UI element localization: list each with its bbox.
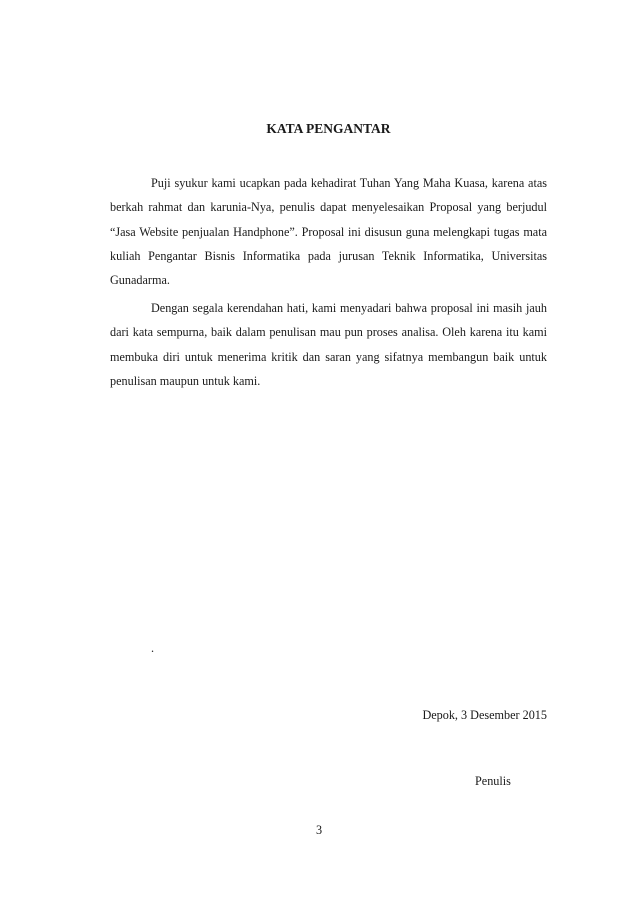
place-and-date: Depok, 3 Desember 2015 bbox=[422, 708, 547, 722]
paragraph-gratitude: Puji syukur kami ucapkan pada kehadirat Tuhan Yang Maha Kuasa, karena atas berkah rahmat dan karunia-Nya, penulis dapat menyelesaikan Proposal yang berjudul “Jasa Website penjualan Handphone”. Proposal ini disusun guna melengkapi tugas mata kuliah Pengantar Bisnis Informatika pada jurusan Teknik Informatika, Universitas Gunadarma. bbox=[110, 176, 547, 288]
stray-dot: . bbox=[151, 641, 155, 655]
signer-label: Penulis bbox=[475, 774, 511, 788]
page-number: 3 bbox=[315, 823, 323, 837]
paragraph-humility: Dengan segala kerendahan hati, kami menyadari bahwa proposal ini masih jauh dari kata sempurna, baik dalam penulisan mau pun proses analisa. Oleh karena itu kami membuka diri untuk menerima kritik dan saran yang sifatnya membangun baik untuk penulisan maupun untuk kami. bbox=[110, 301, 547, 388]
page-title: KATA PENGANTAR bbox=[266, 121, 391, 136]
